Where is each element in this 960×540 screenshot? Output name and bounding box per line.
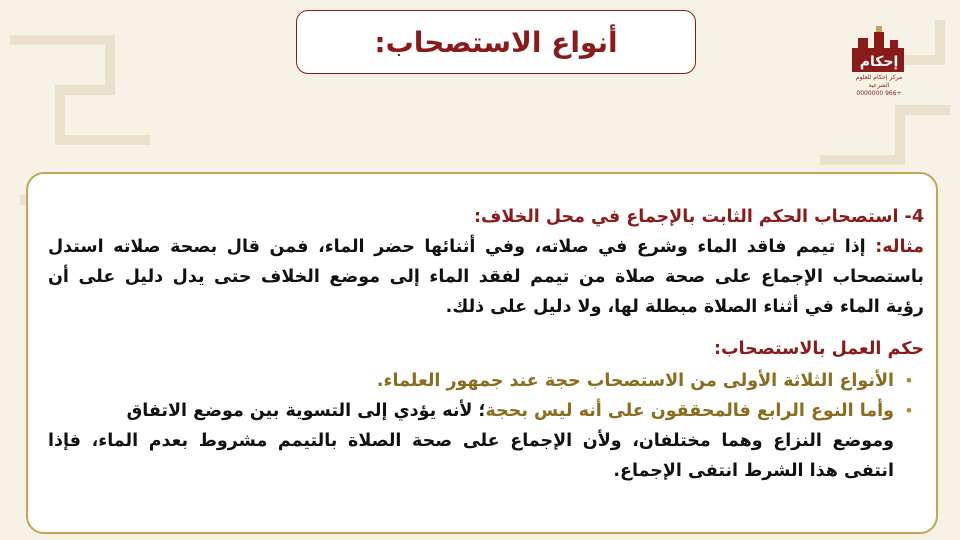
- bullet-2-highlight: وأما النوع الرابع فالمحققون على أنه ليس بحجة: [485, 401, 894, 421]
- ehkam-logo: [846, 26, 912, 97]
- logo-subtitle: مركز إحكام للعلوم الشرعية: [855, 74, 903, 89]
- bullet-1-text: الأنواع الثلاثة الأولى من الاستصحاب حجة عند جمهور العلماء.: [376, 371, 894, 391]
- list-item: [48, 396, 924, 426]
- logo-name: إحكام: [859, 54, 899, 70]
- example-line-3: رؤية الماء في أثناء الصلاة مبطلة لها، ولا دليل على ذلك.: [445, 297, 924, 317]
- content-box: [26, 172, 938, 534]
- section4-heading: 4- استصحاب الحكم الثابت بالإجماع في محل الخلاف:: [474, 207, 924, 227]
- title-box: [296, 10, 696, 74]
- logo-mark-icon: [846, 26, 912, 74]
- example-label: مثاله:: [875, 237, 924, 257]
- bullet-2-line-1: [127, 396, 894, 426]
- bullet-2-line-2: وموضع النزاع وهما مختلفان، ولأن الإجماع على صحة الصلاة بالتيمم مشروط بعدم الماء، فإذا: [48, 431, 894, 451]
- slide-title: أنواع الاستصحاب:: [374, 25, 618, 59]
- bullet-icon: •: [904, 371, 914, 390]
- bullet-2-rest: ؛ لأنه يؤدي إلى التسوية بين موضع الاتفاق: [126, 401, 486, 421]
- list-item: [48, 366, 924, 396]
- ruling-heading: حكم العمل بالاستصحاب:: [713, 339, 924, 359]
- ruling-list: [48, 366, 924, 426]
- logo-phone: +966 0000000: [856, 90, 902, 97]
- example-line-2: باستصحاب الإجماع على صحة صلاة من تيمم لفقد الماء إلى موضع الخلاف حتى يدل دليل على أن: [48, 267, 924, 287]
- bullet-2-line-3: انتفى هذا الشرط انتفى الإجماع.: [613, 461, 894, 481]
- bullet-icon: •: [904, 401, 914, 420]
- example-line-1: [48, 232, 924, 262]
- example-text-1: إذا تيمم فاقد الماء وشرع في صلاته، وفي أثنائها حضر الماء، فمن قال بصحة صلاته استدل: [48, 237, 866, 257]
